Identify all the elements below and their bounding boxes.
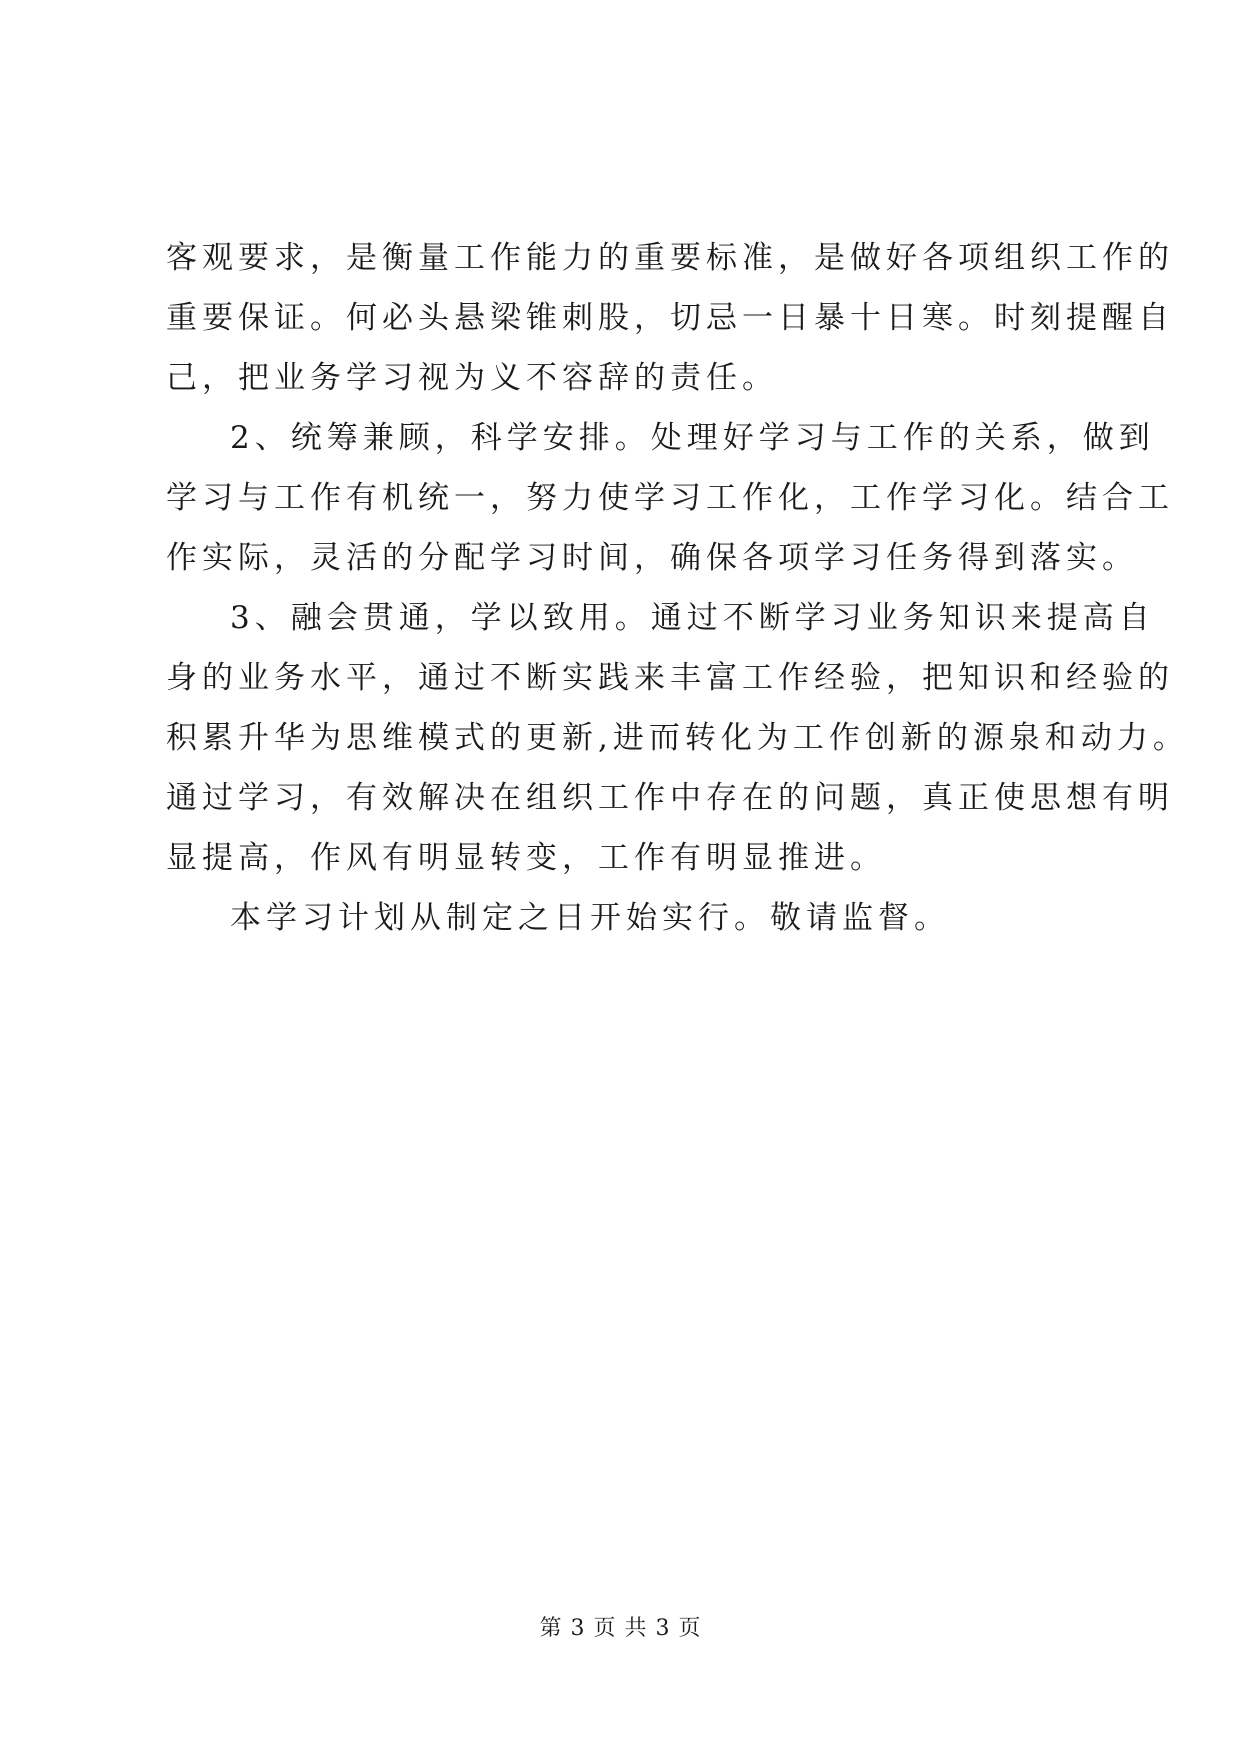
text-line: 学习与工作有机统一，努力使学习工作化，工作学习化。结合工 — [166, 480, 1174, 516]
paragraph-3-start: 3、融会贯通，学以致用。通过不断学习业务知识来提高自 — [230, 600, 1155, 636]
text-line: 重要保证。何必头悬梁锥刺股，切忌一日暴十日寒。时刻提醒自 — [166, 300, 1174, 336]
text-line: 客观要求，是衡量工作能力的重要标准，是做好各项组织工作的 — [166, 240, 1174, 276]
text-line: 身的业务水平，通过不断实践来丰富工作经验，把知识和经验的 — [166, 660, 1174, 696]
text-line: 积累升华为思维模式的更新,进而转化为工作创新的源泉和动力。 — [166, 720, 1189, 756]
text-line: 显提高，作风有明显转变，工作有明显推进。 — [166, 840, 886, 876]
text-line: 己，把业务学习视为义不容辞的责任。 — [166, 360, 778, 396]
paragraph-2-start: 2、统筹兼顾，科学安排。处理好学习与工作的关系，做到 — [230, 420, 1155, 456]
page-number-footer: 第 3 页 共 3 页 — [539, 1616, 702, 1641]
text-line: 作实际，灵活的分配学习时间，确保各项学习任务得到落实。 — [166, 540, 1138, 576]
text-line: 通过学习，有效解决在组织工作中存在的问题，真正使思想有明 — [166, 780, 1174, 816]
document-body — [166, 228, 1189, 948]
closing-paragraph: 本学习计划从制定之日开始实行。敬请监督。 — [230, 900, 950, 936]
